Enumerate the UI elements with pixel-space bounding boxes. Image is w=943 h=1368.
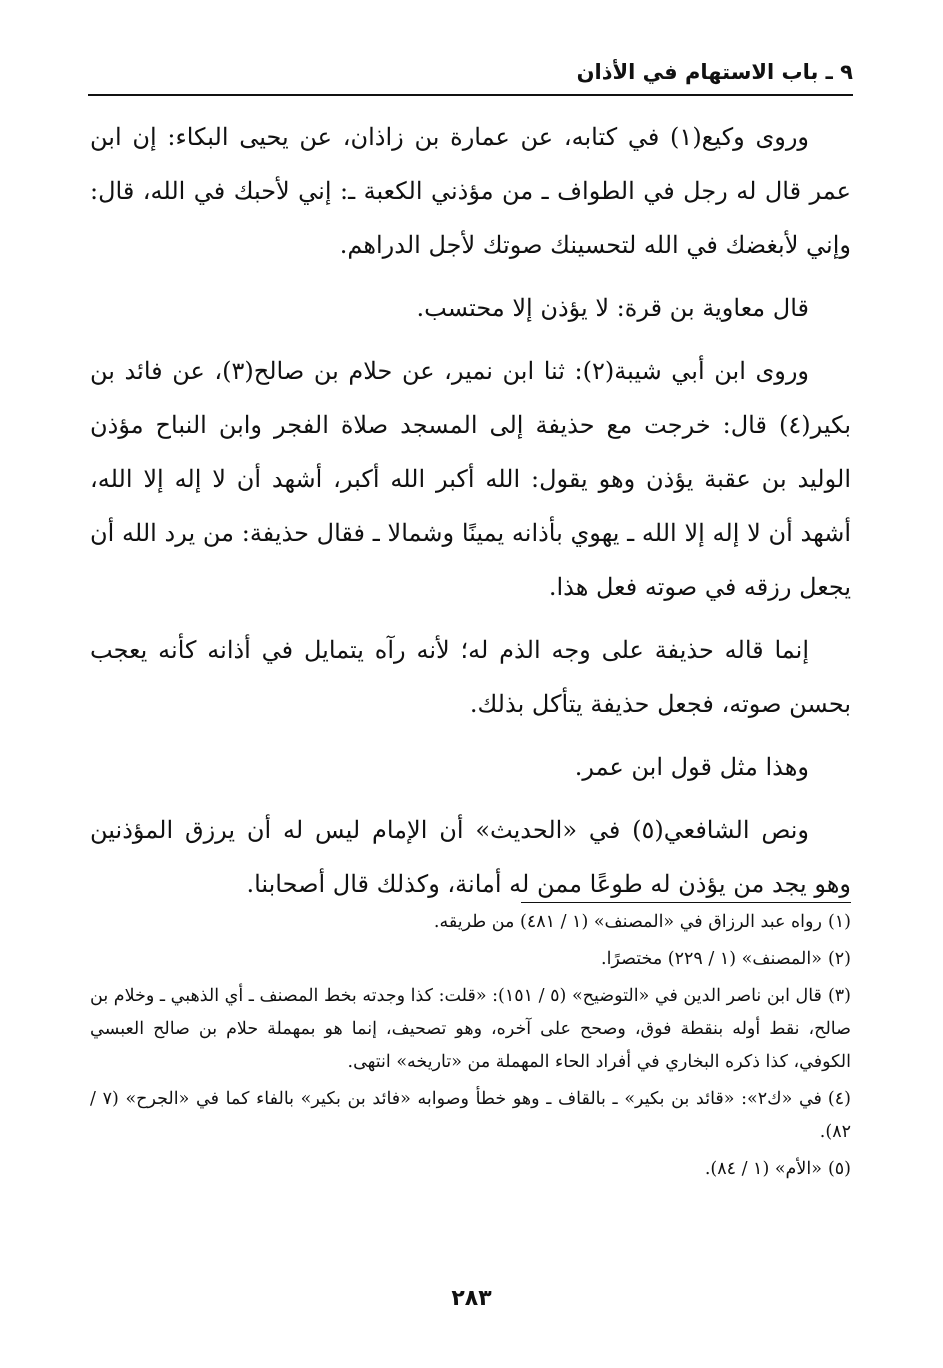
- footnote: [90, 1153, 851, 1186]
- footnote: [90, 980, 851, 1079]
- paragraph: وروى وكيع(١) في كتابه، عن عمارة بن زاذان، عن يحيى البكاء: إن ابن عمر قال له رجل في الطواف ـ من مؤذني الكعبة ـ: إني لأحبك في الله، قال: وإني لأبغضك في الله لتحسينك صوتك لأجل الدراهم.: [90, 123, 851, 259]
- chapter-title: ٩ ـ باب الاستهام في الأذان: [576, 60, 853, 84]
- footnote-number: (٣): [827, 986, 851, 1006]
- footnote-divider: [521, 902, 851, 903]
- paragraph: قال معاوية بن قرة: لا يؤذن إلا محتسب.: [416, 294, 809, 322]
- footnote: [90, 906, 851, 939]
- footnote: [90, 1083, 851, 1149]
- footnote-number: (٥): [827, 1159, 851, 1179]
- page-number: ٢٨٣: [451, 1286, 492, 1311]
- main-text: [90, 110, 851, 920]
- paragraph: وهذا مثل قول ابن عمر.: [574, 753, 809, 781]
- footnote-text: قال ابن ناصر الدين في «التوضيح» (٥ / ١٥١): «قلت: كذا وجدته بخط المصنف ـ أي الذهبي ـ وخلام بن صالح، نقط أوله بنقطة فوق، وصحح على آخره، وهو تصحيف، إنما هو بمهملة حلام بن صالح العبسي الكوفي، كذا ذكره البخاري في أفراد الحاء المهملة من «تاريخه» انتهى.: [90, 986, 851, 1072]
- footnote: [90, 943, 851, 976]
- footnote-text: «الأم» (١ / ٨٤).: [704, 1159, 822, 1179]
- footnote-text: رواه عبد الرزاق في «المصنف» (١ / ٤٨١) من طريقه.: [433, 912, 822, 932]
- paragraph: ونص الشافعي(٥) في «الحديث» أن الإمام ليس له أن يرزق المؤذنين وهو يجد من يؤذن له طوعًا ممن له أمانة، وكذلك قال أصحابنا.: [90, 816, 851, 898]
- footnote-number: (١): [827, 912, 851, 932]
- running-header: [88, 52, 853, 96]
- footnote-number: (٤): [827, 1089, 851, 1109]
- footnote-text: في «ك٢»: «قائد بن بكير» ـ بالقاف ـ وهو خطأ وصوابه «فائد بن بكير» بالفاء كما في «الجرح» (٧ / ٨٢).: [90, 1089, 851, 1142]
- footnote-text: «المصنف» (١ / ٢٢٩) مختصرًا.: [601, 949, 822, 969]
- paragraph: وروى ابن أبي شيبة(٢): ثنا ابن نمير، عن حلام بن صالح(٣)، عن فائد بن بكير(٤) قال: خرجت مع حذيفة إلى المسجد صلاة الفجر وابن النباح مؤذن الوليد بن عقبة يؤذن وهو يقول: الله أكبر الله أكبر، أشهد أن لا إله إلا الله، أشهد أن لا إله إلا الله ـ يهوي بأذانه يمينًا وشمالا ـ فقال حذيفة: من يرد الله أن يجعل رزقه في صوته فعل هذا.: [90, 357, 851, 601]
- paragraph: إنما قاله حذيفة على وجه الذم له؛ لأنه رآه يتمايل في أذانه كأنه يعجب بحسن صوته، فجعل حذيفة يتأكل بذلك.: [90, 636, 851, 718]
- footnotes: [90, 906, 851, 1190]
- footnote-number: (٢): [827, 949, 851, 969]
